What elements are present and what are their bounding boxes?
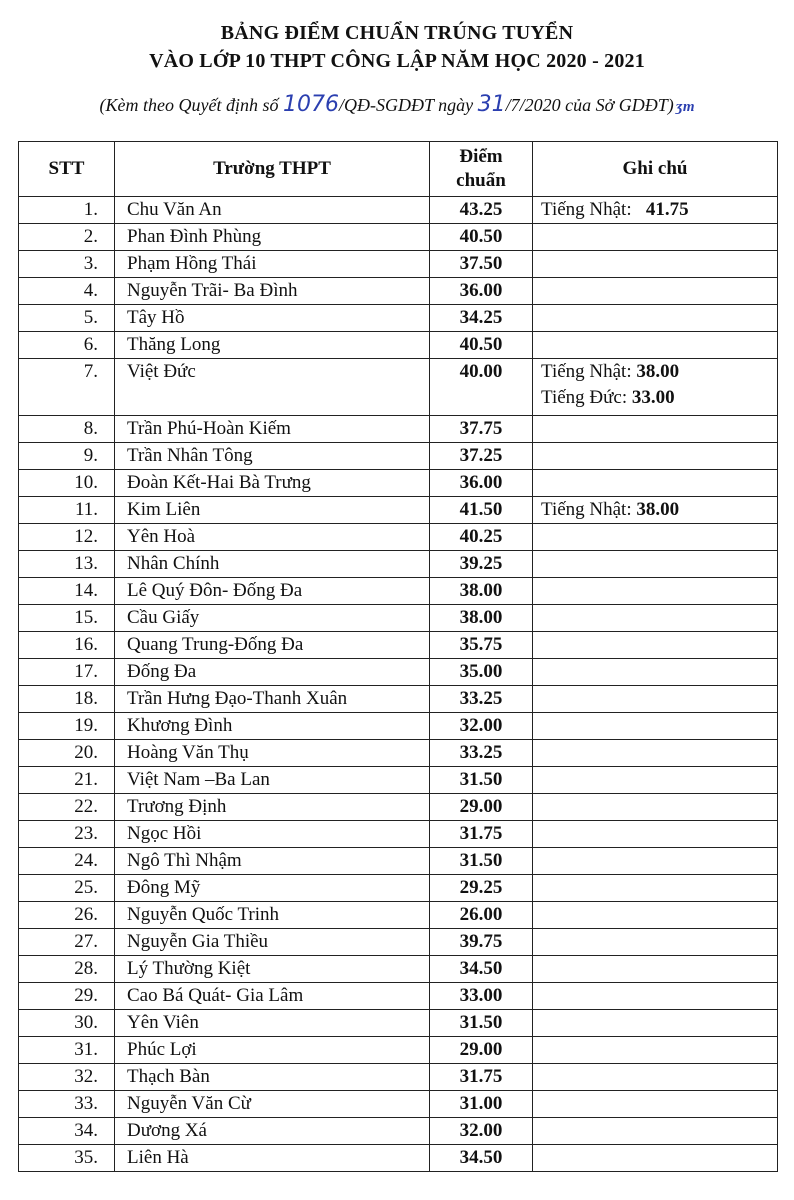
row-score: 37.75 [430, 416, 533, 443]
table-row [19, 224, 778, 251]
row-stt: 35. [19, 1145, 115, 1172]
row-stt: 9. [19, 443, 115, 470]
row-score: 31.50 [430, 767, 533, 794]
header-note: Ghi chú [533, 142, 778, 197]
row-school: Dương Xá [115, 1118, 430, 1145]
table-row [19, 956, 778, 983]
row-stt: 5. [19, 305, 115, 332]
row-score: 32.00 [430, 1118, 533, 1145]
row-school: Hoàng Văn Thụ [115, 740, 430, 767]
row-note [533, 1010, 778, 1037]
table-row [19, 470, 778, 497]
row-score: 35.75 [430, 632, 533, 659]
table-row [19, 524, 778, 551]
row-note [533, 794, 778, 821]
row-score: 31.00 [430, 1091, 533, 1118]
row-score: 37.50 [430, 251, 533, 278]
row-note [533, 443, 778, 470]
row-school: Nguyễn Trãi- Ba Đình [115, 278, 430, 305]
row-stt: 21. [19, 767, 115, 794]
row-stt: 13. [19, 551, 115, 578]
score-table [18, 141, 778, 1172]
table-row [19, 1091, 778, 1118]
row-school: Thăng Long [115, 332, 430, 359]
row-score: 39.75 [430, 929, 533, 956]
row-note [533, 497, 778, 524]
row-school: Lê Quý Đôn- Đống Đa [115, 578, 430, 605]
table-row [19, 794, 778, 821]
row-score: 33.25 [430, 740, 533, 767]
row-school: Việt Đức [115, 359, 430, 416]
row-stt: 3. [19, 251, 115, 278]
row-score: 36.00 [430, 470, 533, 497]
table-row [19, 1145, 778, 1172]
row-school: Đống Đa [115, 659, 430, 686]
row-stt: 32. [19, 1064, 115, 1091]
table-row [19, 578, 778, 605]
table-row [19, 659, 778, 686]
row-note [533, 902, 778, 929]
row-stt: 2. [19, 224, 115, 251]
row-school: Ngô Thì Nhậm [115, 848, 430, 875]
row-school: Khương Đình [115, 713, 430, 740]
row-school: Trần Hưng Đạo-Thanh Xuân [115, 686, 430, 713]
row-note [533, 848, 778, 875]
row-stt: 1. [19, 197, 115, 224]
row-note [533, 359, 778, 416]
table-row [19, 767, 778, 794]
row-school: Chu Văn An [115, 197, 430, 224]
table-row [19, 902, 778, 929]
row-note [533, 1145, 778, 1172]
row-stt: 4. [19, 278, 115, 305]
table-row [19, 443, 778, 470]
subtitle-prefix: (Kèm theo Quyết định số [99, 95, 283, 115]
row-note [533, 605, 778, 632]
table-body [19, 197, 778, 1172]
row-score: 35.00 [430, 659, 533, 686]
table-row [19, 713, 778, 740]
row-score: 29.00 [430, 1037, 533, 1064]
row-stt: 27. [19, 929, 115, 956]
row-score: 33.25 [430, 686, 533, 713]
table-row [19, 1064, 778, 1091]
row-stt: 8. [19, 416, 115, 443]
row-score: 34.50 [430, 956, 533, 983]
note-language: Tiếng Đức: [541, 387, 632, 408]
row-stt: 19. [19, 713, 115, 740]
subtitle-suffix: /7/2020 của Sở GDĐT) [505, 95, 674, 115]
row-school: Quang Trung-Đống Đa [115, 632, 430, 659]
table-row [19, 305, 778, 332]
row-stt: 30. [19, 1010, 115, 1037]
note-language: Tiếng Nhật: [541, 499, 637, 520]
row-note [533, 659, 778, 686]
table-row [19, 1037, 778, 1064]
row-score: 29.00 [430, 794, 533, 821]
row-stt: 11. [19, 497, 115, 524]
header-stt: STT [19, 142, 115, 197]
row-school: Nhân Chính [115, 551, 430, 578]
row-stt: 34. [19, 1118, 115, 1145]
row-school: Phạm Hồng Thái [115, 251, 430, 278]
row-school: Trần Nhân Tông [115, 443, 430, 470]
table-row [19, 875, 778, 902]
row-school: Cầu Giấy [115, 605, 430, 632]
row-score: 32.00 [430, 713, 533, 740]
row-stt: 15. [19, 605, 115, 632]
note-score: 41.75 [645, 199, 689, 220]
row-stt: 23. [19, 821, 115, 848]
row-note [533, 875, 778, 902]
row-note [533, 305, 778, 332]
handwritten-day: 31 [477, 92, 506, 117]
row-school: Phúc Lợi [115, 1037, 430, 1064]
row-score: 31.75 [430, 1064, 533, 1091]
row-school: Yên Viên [115, 1010, 430, 1037]
row-stt: 31. [19, 1037, 115, 1064]
row-note [533, 929, 778, 956]
row-note [533, 632, 778, 659]
row-stt: 12. [19, 524, 115, 551]
note-line [541, 197, 767, 223]
row-note [533, 197, 778, 224]
table-row [19, 1010, 778, 1037]
row-school: Nguyễn Văn Cừ [115, 1091, 430, 1118]
table-row [19, 1118, 778, 1145]
row-school: Tây Hồ [115, 305, 430, 332]
table-row [19, 848, 778, 875]
table-row [19, 821, 778, 848]
row-score: 33.00 [430, 983, 533, 1010]
row-school: Thạch Bàn [115, 1064, 430, 1091]
row-score: 41.50 [430, 497, 533, 524]
subtitle-middle: /QĐ-SGDĐT ngày [338, 95, 478, 115]
header-school: Trường THPT [115, 142, 430, 197]
table-row [19, 497, 778, 524]
row-stt: 18. [19, 686, 115, 713]
row-note [533, 551, 778, 578]
row-stt: 14. [19, 578, 115, 605]
row-school: Việt Nam –Ba Lan [115, 767, 430, 794]
row-note [533, 821, 778, 848]
row-school: Nguyễn Quốc Trinh [115, 902, 430, 929]
table-row [19, 686, 778, 713]
row-score: 40.25 [430, 524, 533, 551]
header-score-line2: chuẩn [456, 170, 506, 191]
table-row [19, 251, 778, 278]
row-school: Yên Hoà [115, 524, 430, 551]
row-score: 40.00 [430, 359, 533, 416]
row-school: Cao Bá Quát- Gia Lâm [115, 983, 430, 1010]
row-note [533, 713, 778, 740]
row-note [533, 686, 778, 713]
header-score-line1: Điểm [459, 146, 503, 167]
note-score: 38.00 [636, 499, 680, 520]
row-stt: 10. [19, 470, 115, 497]
row-note [533, 416, 778, 443]
row-score: 29.25 [430, 875, 533, 902]
row-school: Kim Liên [115, 497, 430, 524]
row-note [533, 767, 778, 794]
table-row [19, 197, 778, 224]
table-row [19, 740, 778, 767]
table-row [19, 929, 778, 956]
row-school: Đông Mỹ [115, 875, 430, 902]
row-stt: 17. [19, 659, 115, 686]
row-note [533, 1091, 778, 1118]
row-stt: 7. [19, 359, 115, 416]
row-school: Đoàn Kết-Hai Bà Trưng [115, 470, 430, 497]
note-score: 33.00 [631, 387, 675, 408]
row-score: 37.25 [430, 443, 533, 470]
document-title-line1: BẢNG ĐIỂM CHUẨN TRÚNG TUYỂN [220, 22, 574, 44]
table-row [19, 416, 778, 443]
row-note [533, 524, 778, 551]
table-row [19, 983, 778, 1010]
row-school: Ngọc Hồi [115, 821, 430, 848]
row-school: Phan Đình Phùng [115, 224, 430, 251]
row-note [533, 956, 778, 983]
row-note [533, 740, 778, 767]
row-score: 38.00 [430, 605, 533, 632]
row-score: 40.50 [430, 332, 533, 359]
table-row [19, 632, 778, 659]
note-language: Tiếng Nhật: [541, 199, 646, 220]
row-stt: 22. [19, 794, 115, 821]
row-note [533, 224, 778, 251]
table-row [19, 551, 778, 578]
row-score: 31.50 [430, 848, 533, 875]
row-stt: 20. [19, 740, 115, 767]
row-note [533, 470, 778, 497]
row-score: 31.50 [430, 1010, 533, 1037]
row-score: 26.00 [430, 902, 533, 929]
document-subtitle [0, 92, 794, 117]
row-school: Trương Định [115, 794, 430, 821]
row-stt: 29. [19, 983, 115, 1010]
row-score: 39.25 [430, 551, 533, 578]
row-score: 34.50 [430, 1145, 533, 1172]
row-note [533, 251, 778, 278]
row-score: 43.25 [430, 197, 533, 224]
row-school: Nguyễn Gia Thiều [115, 929, 430, 956]
note-line [541, 385, 767, 411]
row-stt: 6. [19, 332, 115, 359]
row-note [533, 1037, 778, 1064]
row-stt: 16. [19, 632, 115, 659]
table-row [19, 605, 778, 632]
table-row [19, 332, 778, 359]
row-note [533, 278, 778, 305]
note-score: 38.00 [636, 361, 680, 382]
row-school: Liên Hà [115, 1145, 430, 1172]
row-stt: 26. [19, 902, 115, 929]
row-school: Lý Thường Kiệt [115, 956, 430, 983]
row-stt: 25. [19, 875, 115, 902]
row-stt: 24. [19, 848, 115, 875]
row-note [533, 332, 778, 359]
row-score: 38.00 [430, 578, 533, 605]
row-note [533, 578, 778, 605]
row-stt: 33. [19, 1091, 115, 1118]
handwritten-initials: ʒm [675, 99, 695, 115]
note-line [541, 497, 767, 523]
row-stt: 28. [19, 956, 115, 983]
handwritten-decision-number: 1076 [282, 92, 339, 117]
note-line [541, 359, 767, 385]
row-note [533, 983, 778, 1010]
row-note [533, 1064, 778, 1091]
table-row [19, 359, 778, 416]
row-score: 36.00 [430, 278, 533, 305]
row-school: Trần Phú-Hoàn Kiếm [115, 416, 430, 443]
table-row [19, 278, 778, 305]
row-note [533, 1118, 778, 1145]
note-language: Tiếng Nhật: [541, 361, 637, 382]
header-score [430, 142, 533, 197]
document-title-line2: VÀO LỚP 10 THPT CÔNG LẬP NĂM HỌC 2020 - 2021 [149, 50, 645, 72]
row-score: 31.75 [430, 821, 533, 848]
table-header-row [19, 142, 778, 197]
row-score: 34.25 [430, 305, 533, 332]
row-score: 40.50 [430, 224, 533, 251]
